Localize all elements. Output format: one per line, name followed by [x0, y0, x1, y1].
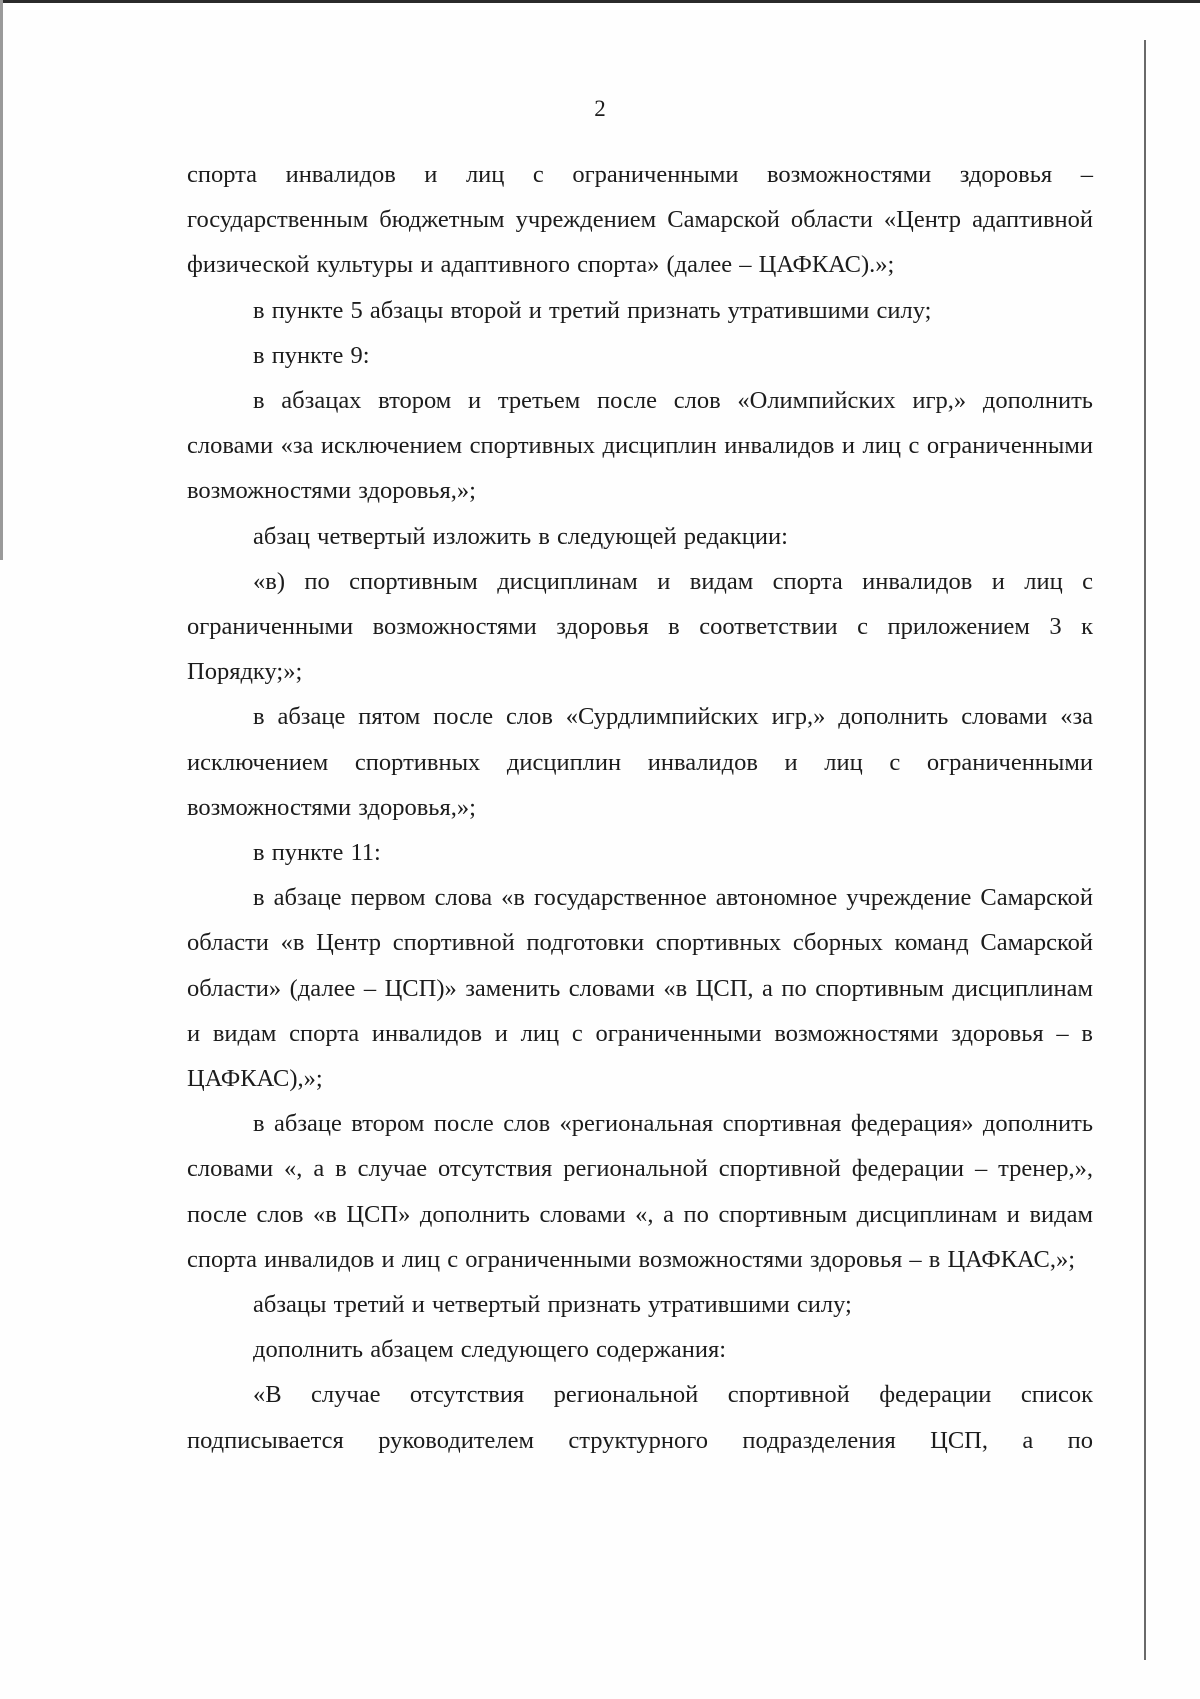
- paragraph: в пункте 9:: [253, 341, 370, 369]
- document-body: [187, 152, 1093, 1463]
- paragraph-continued: «В случае отсутствия региональной спортивной федерации список подписывается руководителем структурного подразделения ЦСП, а по: [187, 1381, 1093, 1454]
- page-number: 2: [594, 96, 606, 121]
- scan-right-edge: [1144, 40, 1146, 1660]
- paragraph: абзацы третий и четвертый признать утратившими силу;: [253, 1291, 852, 1319]
- paragraph: абзац четвертый изложить в следующей редакции:: [253, 522, 788, 550]
- paragraph: дополнить абзацем следующего содержания:: [253, 1336, 727, 1364]
- paragraph: в абзаце пятом после слов «Сурдлимпийских игр,» дополнить словами «за исключением спортивных дисциплин инвалидов и лиц с ограниченными возможностями здоровья,»;: [187, 703, 1093, 821]
- scan-left-edge: [0, 0, 3, 560]
- paragraph: в абзаце втором после слов «региональная спортивная федерация» дополнить словами «, а в случае отсутствия региональной спортивной федерации – тренер,», после слов «в ЦСП» дополнить словами «, а по спортивным дисциплинам и видам спорта инвалидов и лиц с ограниченными возможностями здоровья – в ЦАФКАС,»;: [187, 1110, 1093, 1273]
- paragraph: в пункте 11:: [253, 839, 381, 867]
- scan-top-border: [0, 0, 1200, 3]
- paragraph: «в) по спортивным дисциплинам и видам спорта инвалидов и лиц с ограниченными возможностями здоровья в соответствии с приложением 3 к Порядку;»;: [187, 567, 1093, 686]
- paragraph: в пункте 5 абзацы второй и третий признать утратившими силу;: [253, 296, 932, 324]
- paragraph-continuation: спорта инвалидов и лиц с ограниченными возможностями здоровья – государственным бюджетным учреждением Самарской области «Центр адаптивной физической культуры и адаптивного спорта» (далее – ЦАФКАС).»;: [187, 161, 1093, 279]
- paragraph: в абзацах втором и третьем после слов «Олимпийских игр,» дополнить словами «за исключением спортивных дисциплин инвалидов и лиц с ограниченными возможностями здоровья,»;: [187, 387, 1093, 505]
- paragraph: в абзаце первом слова «в государственное автономное учреждение Самарской области «в Центр спортивной подготовки спортивных сборных команд Самарской области» (далее – ЦСП)» заменить словами «в ЦСП, а по спортивным дисциплинам и видам спорта инвалидов и лиц с ограниченными возможностями здоровья – в ЦАФКАС),»;: [187, 884, 1093, 1093]
